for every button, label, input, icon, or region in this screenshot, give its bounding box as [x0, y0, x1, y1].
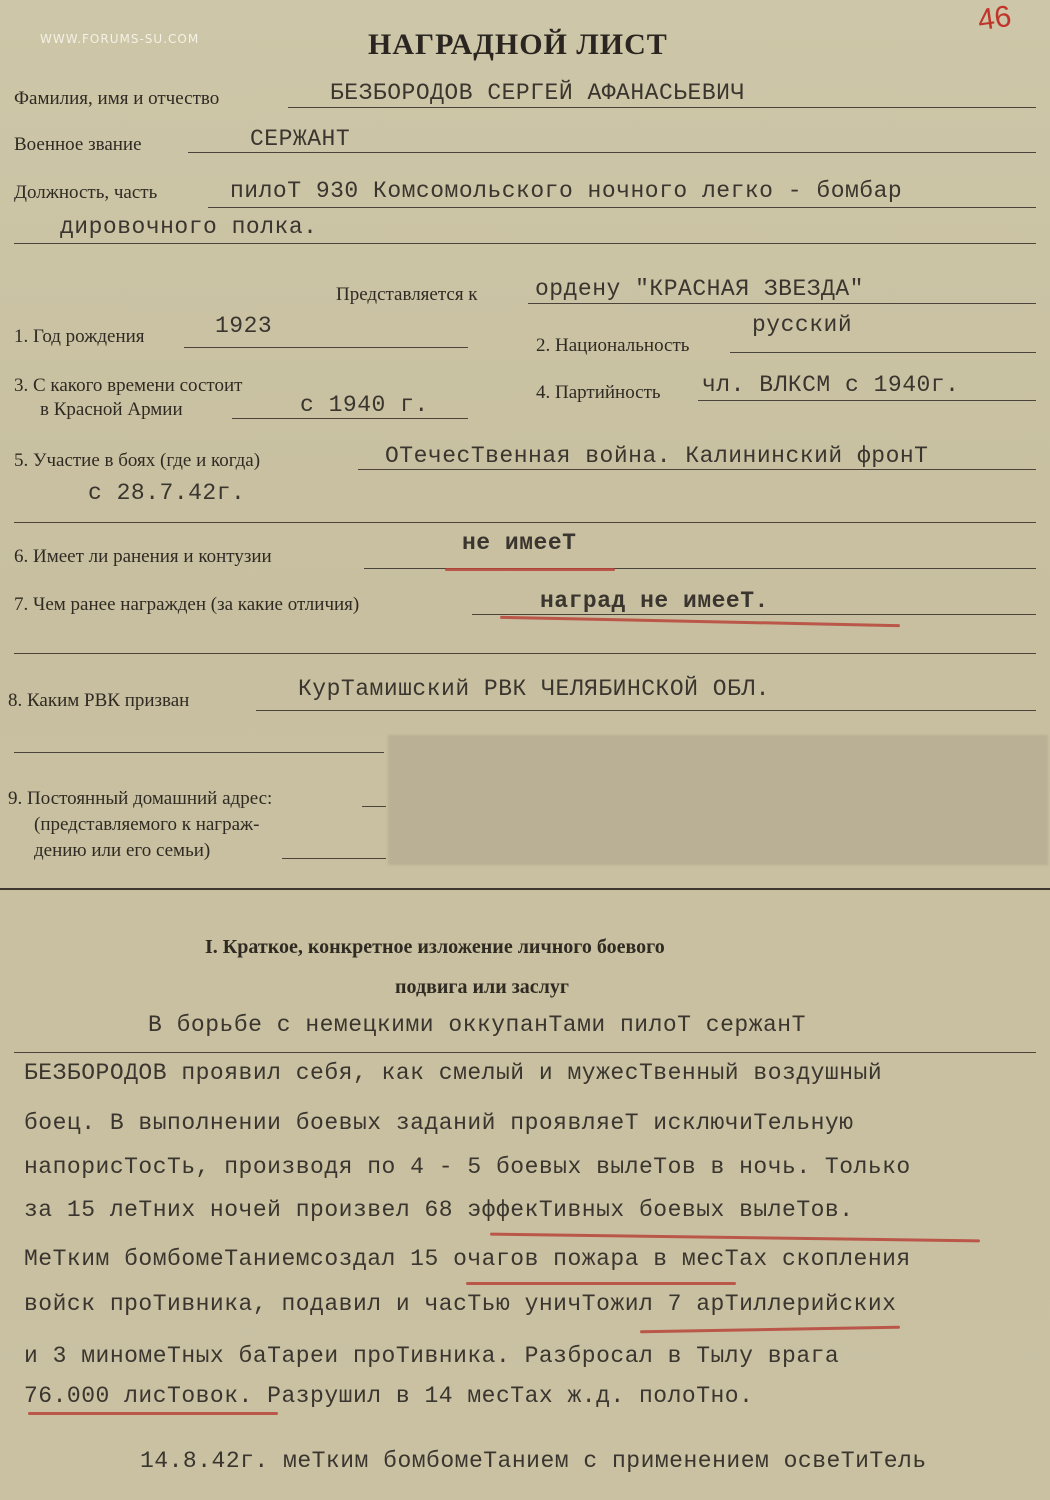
narrative-line: 76.000 лисТовок. Разрушил в 14 месТах ж.д. полоТно. [24, 1383, 754, 1409]
narrative-line: боец. В выполнении боевых заданий проявляеТ исключиТельную [24, 1110, 854, 1136]
position-line-1 [208, 207, 1036, 208]
sorties-underline [490, 1233, 980, 1243]
wounds-value: не имееТ [462, 530, 577, 556]
position-line-2 [14, 243, 1036, 244]
presented-label: Представляется к [336, 284, 478, 305]
wounds-label: 6. Имеет ли ранения и контузии [14, 546, 272, 567]
watermark: WWW.FORUMS-SU.COM [40, 32, 200, 46]
awards-line-2 [14, 653, 1036, 654]
fio-value: БЕЗБОРОДОВ СЕРГЕЙ АФАНАСЬЕВИЧ [330, 80, 745, 106]
wounds-underline [445, 568, 615, 571]
presented-value: ордену "КРАСНАЯ ЗВЕЗДА" [535, 276, 864, 302]
narrative-line: В борьбе с немецкими оккупанТами пилоТ сержанТ [148, 1012, 806, 1038]
since-line [232, 418, 468, 419]
battles-line-2 [14, 522, 1036, 523]
narrative-line: 14.8.42г. меТким бомбомеТанием с применением освеТиТель [140, 1448, 927, 1474]
since-value: с 1940 г. [300, 392, 429, 418]
battles-line-1 [358, 469, 1036, 470]
battles-value-1: ОТечесТвенная война. Калининский фронТ [385, 443, 929, 469]
archive-number: 46 [975, 0, 1014, 38]
rank-label: Военное звание [14, 134, 142, 155]
narrative-line: войск проТивника, подавил и часТью уничТожил 7 арТиллерийских [24, 1291, 897, 1317]
awards-underline [500, 616, 900, 627]
leaflets-underline [28, 1412, 278, 1415]
document-title: НАГРАДНОЙ ЛИСТ [368, 28, 668, 61]
presented-line [528, 303, 1036, 304]
narrative-line: и 3 миномеТных баТареи проТивника. Разбросал в Тылу врага [24, 1343, 840, 1369]
rvk-line [256, 710, 1036, 711]
birth-year-line [184, 347, 468, 348]
rvk-line-2 [14, 752, 384, 753]
rank-value: СЕРЖАНТ [250, 126, 351, 152]
awards-value: наград не имееТ. [540, 588, 769, 614]
party-value: чл. ВЛКСМ с 1940г. [702, 372, 960, 398]
artillery-underline [640, 1326, 900, 1334]
nationality-value: русский [752, 312, 853, 338]
address-label: 9. Постоянный домашний адрес: [8, 788, 273, 809]
birth-year-value: 1923 [215, 313, 273, 339]
nationality-line [730, 352, 1036, 353]
position-value-2: дировочного полка. [60, 214, 318, 240]
since-label-2: в Красной Армии [40, 399, 183, 420]
redacted-address [388, 735, 1048, 865]
narrative-line: МеТким бомбомеТаниемсоздал 15 очагов пожара в месТах скопления [24, 1246, 911, 1272]
party-label: 4. Партийность [536, 382, 661, 403]
section-heading-2: подвига или заслуг [395, 976, 569, 998]
birth-year-label: 1. Год рождения [14, 326, 145, 347]
battles-value-2: с 28.7.42г. [88, 480, 246, 506]
awards-label: 7. Чем ранее награжден (за какие отличия) [14, 594, 360, 615]
party-line [698, 400, 1036, 401]
rvk-value: КурТамишский РВК ЧЕЛЯБИНСКОЙ ОБЛ. [298, 676, 770, 702]
position-value-1: пилоТ 930 Комсомольского ночного легко - бомбар [230, 178, 903, 204]
section-divider [0, 888, 1050, 890]
fires-underline [466, 1282, 736, 1285]
narrative-rule [14, 1052, 1036, 1053]
awards-line [472, 614, 1036, 615]
address-label-3: дению или его семьи) [34, 840, 211, 861]
narrative-line: БЕЗБОРОДОВ проявил себя, как смелый и мужесТвенный воздушный [24, 1060, 883, 1086]
battles-label: 5. Участие в боях (где и когда) [14, 450, 261, 471]
narrative-line: за 15 леТних ночей произвел 68 эффекТивных боевых вылеТов. [24, 1197, 854, 1223]
address-label-2: (представляемого к награж- [34, 814, 260, 835]
since-label: 3. С какого времени состоит [14, 375, 243, 396]
address-line-1 [362, 806, 386, 807]
nationality-label: 2. Национальность [536, 335, 690, 356]
fio-line [288, 107, 1036, 108]
narrative-line: напорисТосТь, производя по 4 - 5 боевых вылеТов в ночь. Только [24, 1154, 911, 1180]
fio-label: Фамилия, имя и отчество [14, 88, 220, 109]
address-line-2 [282, 858, 386, 859]
rank-line [188, 152, 1036, 153]
rvk-label: 8. Каким РВК призван [8, 690, 190, 711]
section-heading-1: I. Краткое, конкретное изложение личного боевого [205, 936, 665, 958]
position-label: Должность, часть [14, 182, 158, 203]
